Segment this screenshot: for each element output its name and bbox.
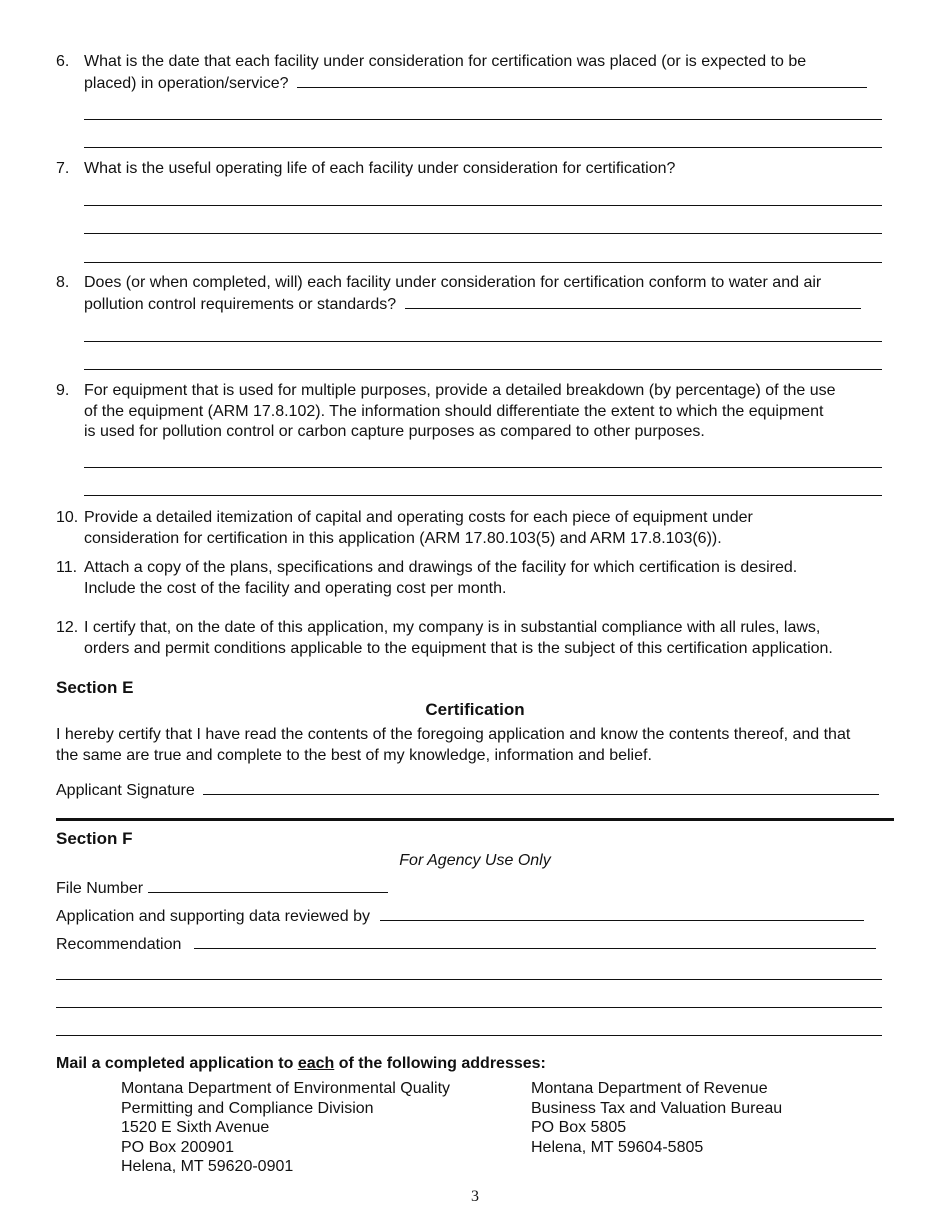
address-line: Montana Department of Environmental Quality <box>121 1080 451 1097</box>
recommendation-line[interactable] <box>56 979 882 980</box>
question-text: consideration for certification in this application (ARM 17.80.103(5) and ARM 17.8.103(6)). <box>84 529 722 547</box>
recommendation-label: Recommendation <box>56 936 182 953</box>
address-line: Permitting and Compliance Division <box>121 1099 374 1117</box>
question-10 <box>56 508 888 549</box>
address-line: Business Tax and Valuation Bureau <box>531 1099 783 1117</box>
recommendation-field <box>56 934 882 956</box>
section-divider <box>56 818 894 821</box>
question-number: 9. <box>56 382 70 399</box>
answer-line[interactable] <box>84 495 882 496</box>
mail-instructions <box>56 1054 896 1075</box>
answer-line[interactable] <box>84 205 882 206</box>
question-number: 12. <box>56 619 79 636</box>
answer-line[interactable] <box>405 294 861 309</box>
question-7 <box>56 159 888 180</box>
recommendation-line[interactable] <box>56 1035 882 1036</box>
certification-text-line: the same are true and complete to the best of my knowledge, information and belief. <box>56 746 652 764</box>
answer-line[interactable] <box>84 147 882 148</box>
file-number-field <box>56 878 882 900</box>
address-line: Helena, MT 59604-5805 <box>531 1138 704 1156</box>
certification-text-line: I hereby certify that I have read the contents of the foregoing application and know the contents thereof, and that <box>56 726 851 743</box>
reviewed-by-field <box>56 906 882 928</box>
recommendation-line[interactable] <box>194 934 876 949</box>
mail-instructions-emphasis: each <box>297 1055 335 1072</box>
address-line: 1520 E Sixth Avenue <box>121 1119 270 1137</box>
applicant-signature-field <box>56 780 882 802</box>
answer-line[interactable] <box>84 467 882 468</box>
question-text: Does (or when completed, will) each facility under consideration for certification conform to water and air <box>84 274 822 291</box>
recommendation-line[interactable] <box>56 1007 882 1008</box>
question-number: 10. <box>56 509 79 526</box>
certification-title: Certification <box>425 700 525 719</box>
deq-address <box>121 1079 450 1177</box>
question-9 <box>56 381 896 443</box>
answer-line[interactable] <box>84 369 882 370</box>
section-f-heading: Section F <box>56 829 133 848</box>
address-line: PO Box 200901 <box>121 1138 234 1156</box>
file-number-line[interactable] <box>148 878 388 893</box>
question-text: placed) in operation/service? <box>84 74 289 92</box>
question-text: What is the useful operating life of each facility under consideration for certification? <box>84 160 676 177</box>
certification-text <box>56 725 896 766</box>
answer-line[interactable] <box>84 119 882 120</box>
applicant-signature-line[interactable] <box>203 780 879 795</box>
dor-address <box>531 1079 782 1157</box>
question-6 <box>56 52 888 94</box>
answer-line[interactable] <box>84 262 882 263</box>
answer-line[interactable] <box>297 73 867 88</box>
question-text: orders and permit conditions applicable to the equipment that is the subject of this certification application. <box>84 639 833 657</box>
applicant-signature-label: Applicant Signature <box>56 782 195 799</box>
question-8 <box>56 273 888 315</box>
question-number: 8. <box>56 274 70 291</box>
address-line: Montana Department of Revenue <box>531 1080 768 1097</box>
question-text: Include the cost of the facility and operating cost per month. <box>84 579 507 597</box>
section-e-heading: Section E <box>56 678 134 697</box>
question-text: pollution control requirements or standards? <box>84 295 397 313</box>
answer-line[interactable] <box>84 233 882 234</box>
question-11 <box>56 558 888 599</box>
question-number: 6. <box>56 53 70 70</box>
address-line: PO Box 5805 <box>531 1119 627 1137</box>
reviewed-by-line[interactable] <box>380 906 864 921</box>
page-number: 3 <box>471 1188 479 1205</box>
question-12 <box>56 618 896 659</box>
reviewed-by-label: Application and supporting data reviewed by <box>56 908 370 925</box>
answer-line[interactable] <box>84 341 882 342</box>
mail-instructions-text: Mail a completed application to <box>56 1055 298 1072</box>
question-text: I certify that, on the date of this application, my company is in substantial compliance with all rules, laws, <box>84 619 821 636</box>
agency-use-subtitle: For Agency Use Only <box>399 852 551 869</box>
question-text: What is the date that each facility under consideration for certification was placed (or is expected to be <box>84 53 807 70</box>
question-text: Provide a detailed itemization of capital and operating costs for each piece of equipment under <box>84 509 753 526</box>
address-line: Helena, MT 59620-0901 <box>121 1158 294 1176</box>
file-number-label: File Number <box>56 880 144 897</box>
question-text: of the equipment (ARM 17.8.102). The information should differentiate the extent to which the equipment <box>84 402 824 420</box>
question-number: 7. <box>56 160 70 177</box>
question-text: is used for pollution control or carbon capture purposes as compared to other purposes. <box>84 423 705 440</box>
question-text: For equipment that is used for multiple purposes, provide a detailed breakdown (by percentage) of the use <box>84 382 836 399</box>
question-text: Attach a copy of the plans, specifications and drawings of the facility for which certification is desired. <box>84 559 798 576</box>
question-number: 11. <box>56 559 78 576</box>
mail-instructions-text: of the following addresses: <box>334 1055 546 1072</box>
